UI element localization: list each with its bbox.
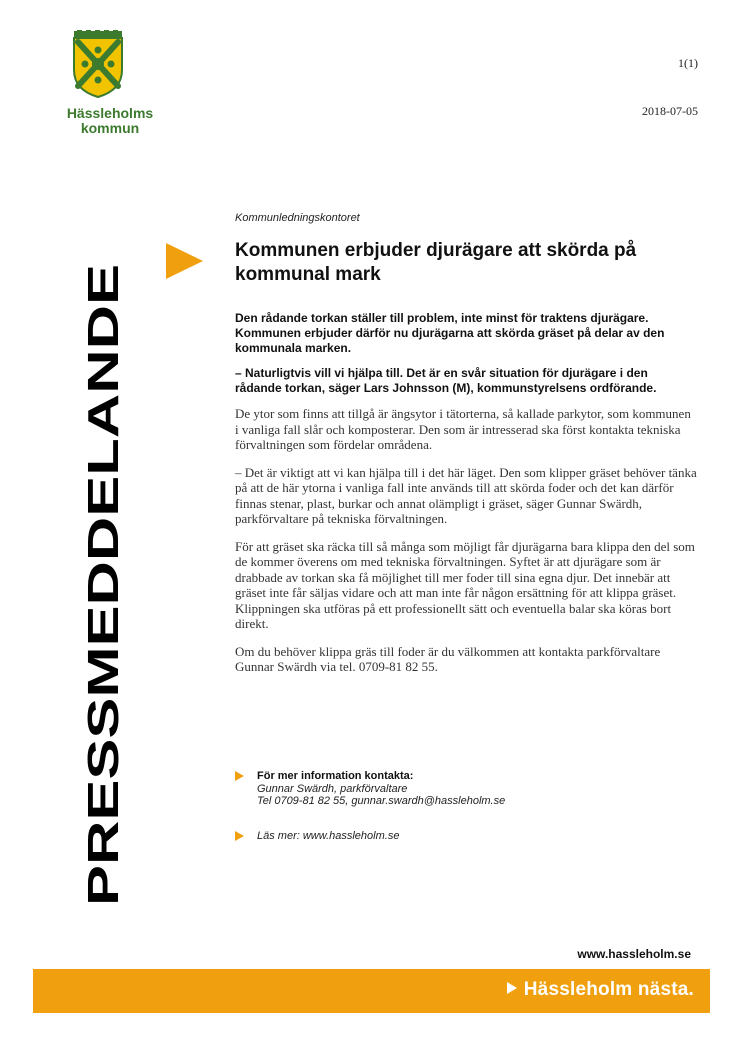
- bullet-arrow-icon: [235, 831, 244, 841]
- contact-details: Tel 0709-81 82 55, gunnar.swardh@hassleholm.se: [257, 795, 506, 807]
- slogan-arrow-icon: [507, 982, 517, 994]
- website-link[interactable]: www.hassleholm.se: [577, 947, 691, 961]
- municipal-coat-of-arms-icon: [72, 30, 124, 98]
- org-name-line2: kommun: [80, 120, 140, 136]
- org-name-line1: Hässleholms: [66, 105, 154, 121]
- slogan-text: Hässleholm nästa.: [523, 979, 694, 1000]
- read-more-link[interactable]: Läs mer: www.hassleholm.se: [257, 830, 400, 842]
- footer-slogan: [507, 979, 694, 1001]
- footer-bar: [33, 969, 710, 1013]
- article-title: Kommunen erbjuder djurägare att skörda på kommunal mark: [235, 240, 637, 285]
- bullet-arrow-icon: [235, 771, 244, 781]
- org-name: [60, 106, 160, 136]
- lead-quote: – Naturligtvis vill vi hjälpa till. Det är en svår situation för djurägare i den rådande torkan, säger Lars Johnsson (M), kommunstyrelsens ordförande.: [235, 366, 657, 395]
- body-paragraph: De ytor som finns att tillgå är ängsytor i tätorterna, så kallade parkytor, som kommunen i vanliga fall slår och komposterar. Den som är intresserad ska först kontakta tekniska förvaltningen som fördelar områdena.: [235, 406, 691, 452]
- department-label: Kommunledningskontoret: [235, 212, 360, 224]
- lead-paragraph: Den rådande torkan ställer till problem, inte minst för traktens djurägare. Kommunen erbjuder därför nu djurägarna att skörda gräset på delar av den kommunala marken.: [235, 311, 665, 355]
- contact-name: Gunnar Swärdh, parkförvaltare: [257, 782, 408, 795]
- document-date: 2018-07-05: [642, 104, 698, 118]
- article-body: [235, 311, 697, 687]
- page-number: 1(1): [678, 56, 698, 70]
- body-paragraph: Om du behöver klippa gräs till foder är du välkommen att kontakta parkförvaltare Gunnar Swärdh via tel. 0709-81 82 55.: [235, 643, 661, 674]
- title-arrow-icon: [166, 243, 203, 284]
- body-paragraph: För att gräset ska räcka till så många som möjligt får djurägarna bara klippa den del som de kommer överens om med tekniska förvaltningen. Syftet är att djurägare som är drabbade av torkan ska få möjlighet till mer foder till sina egna djur. Det innebär att gräset inte får säljas vidare och att man inte får någon ersättning för att klippa gräset. Klippningen ska utföras på ett professionellt sätt och eventuella balar ska köras bort direkt.: [235, 538, 695, 631]
- contact-heading: För mer information kontakta:: [257, 770, 414, 782]
- vertical-press-release-label: [71, 262, 131, 908]
- body-paragraph: – Det är viktigt att vi kan hjälpa till i det här läget. Den som klipper gräset behöver tänka på att de här ytorna i vanliga fall inte används till att skörda foder och det kan därför finnas stenar, plast, burkar och annat olämpligt i gräset, säger Gunnar Swärdh, parkförvaltare på tekniska förvaltningen.: [235, 464, 697, 526]
- vertical-label-text: PRESSMEDDELANDE: [79, 446, 128, 906]
